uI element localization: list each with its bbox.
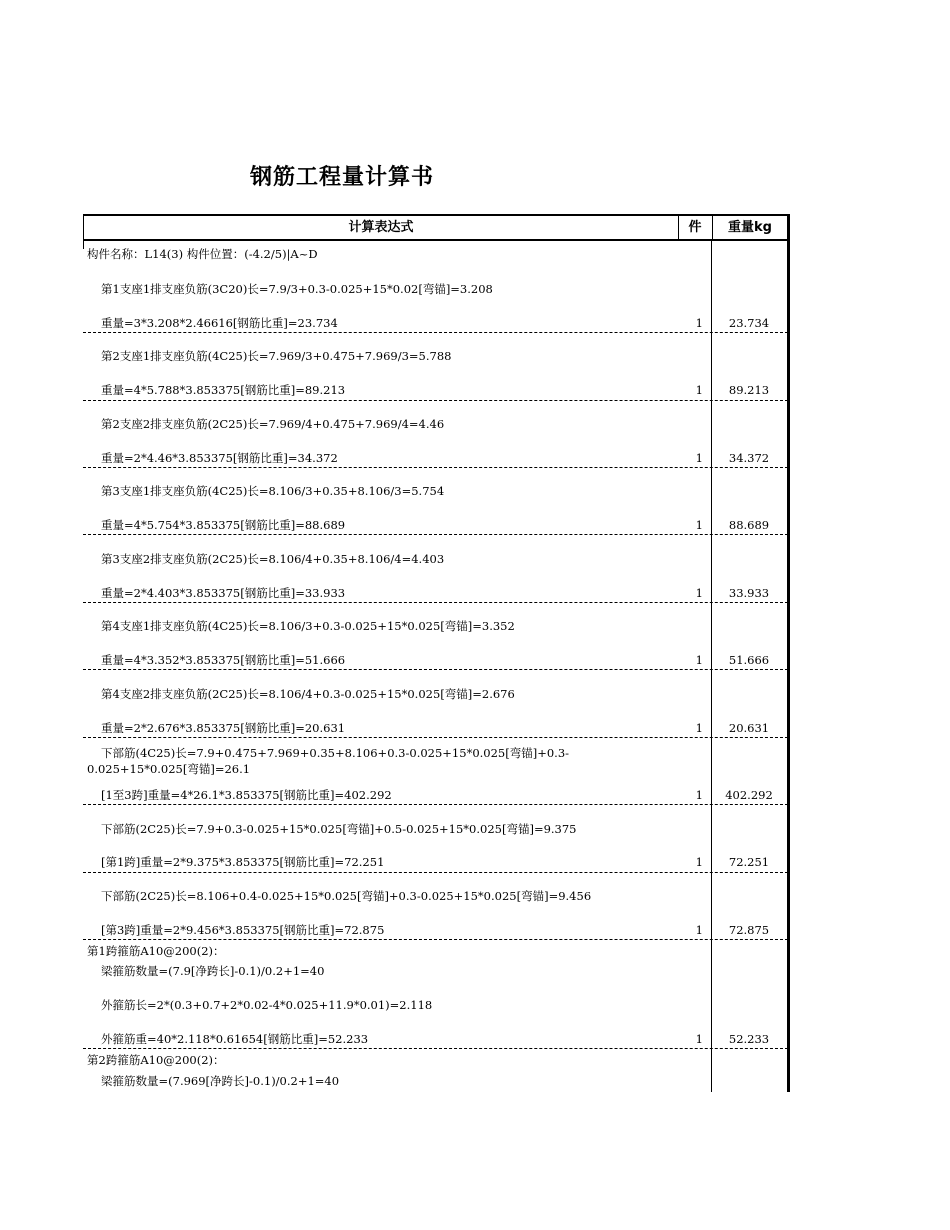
row-divider	[83, 872, 788, 873]
weight-cell: 23.734	[728, 316, 770, 330]
header-expression: 计算表达式	[84, 216, 679, 239]
expression-line: [第1跨]重量=2*9.375*3.853375[钢筋比重]=72.251	[101, 855, 385, 869]
expression-line: 第2跨箍筋A10@200(2)：	[87, 1053, 225, 1067]
weight-cell: 52.233	[728, 1032, 770, 1046]
expression-line: 第2支座2排支座负筋(2C25)长=7.969/4+0.475+7.969/4=4.46	[101, 417, 445, 431]
pieces-cell: 1	[695, 518, 703, 532]
weight-cell: 72.875	[728, 923, 770, 937]
expression-line: 第3支座1排支座负筋(4C25)长=8.106/3+0.35+8.106/3=5.754	[101, 484, 445, 498]
weight-cell: 72.251	[728, 855, 770, 869]
row-divider	[83, 939, 788, 940]
expression-line: 下部筋(2C25)长=7.9+0.3-0.025+15*0.025[弯锚]+0.5-0.025+15*0.025[弯锚]=9.375	[101, 822, 577, 836]
row-divider	[83, 669, 788, 670]
row-divider	[83, 804, 788, 805]
pieces-cell: 1	[695, 586, 703, 600]
weight-cell: 20.631	[728, 721, 770, 735]
expression-line: 第4支座1排支座负筋(4C25)长=8.106/3+0.3-0.025+15*0.025[弯锚]=3.352	[101, 619, 515, 633]
weight-cell: 88.689	[728, 518, 770, 532]
table-right-border	[787, 241, 790, 1092]
pieces-cell: 1	[695, 1032, 703, 1046]
calculation-table	[83, 214, 790, 1092]
expression-line: 第4支座2排支座负筋(2C25)长=8.106/4+0.3-0.025+15*0.025[弯锚]=2.676	[101, 687, 515, 701]
expression-line: 第1跨箍筋A10@200(2)：	[87, 944, 225, 958]
weight-cell: 34.372	[728, 451, 770, 465]
expression-line: 重量=4*5.788*3.853375[钢筋比重]=89.213	[101, 383, 346, 397]
document-title: 钢筋工程量计算书	[250, 165, 435, 190]
row-divider	[83, 534, 788, 535]
pieces-cell: 1	[695, 721, 703, 735]
header-pieces: 件	[678, 216, 713, 239]
pieces-cell: 1	[695, 383, 703, 397]
pieces-cell: 1	[695, 855, 703, 869]
expression-line: 下部筋(2C25)长=8.106+0.4-0.025+15*0.025[弯锚]+0.3-0.025+15*0.025[弯锚]=9.456	[101, 889, 592, 903]
row-divider	[83, 602, 788, 603]
expression-line: 重量=2*2.676*3.853375[钢筋比重]=20.631	[101, 721, 346, 735]
row-divider	[83, 467, 788, 468]
expression-line: 重量=2*4.403*3.853375[钢筋比重]=33.933	[101, 586, 346, 600]
row-divider	[83, 400, 788, 401]
expression-line: 重量=4*5.754*3.853375[钢筋比重]=88.689	[101, 518, 346, 532]
weight-cell: 51.666	[728, 653, 770, 667]
expression-line: 外箍筋重=40*2.118*0.61654[钢筋比重]=52.233	[101, 1032, 369, 1046]
pieces-cell: 1	[695, 316, 703, 330]
expression-line: 梁箍筋数量=(7.9[净跨长]-0.1)/0.2+1=40	[101, 964, 325, 978]
pieces-cell: 1	[695, 451, 703, 465]
pieces-cell: 1	[695, 788, 703, 802]
expression-line: 重量=2*4.46*3.853375[钢筋比重]=34.372	[101, 451, 338, 465]
expression-line: [第3跨]重量=2*9.456*3.853375[钢筋比重]=72.875	[101, 923, 385, 937]
row-divider	[83, 332, 788, 333]
weight-cell: 402.292	[725, 788, 773, 802]
pieces-cell: 1	[695, 653, 703, 667]
expression-line: 第1支座1排支座负筋(3C20)长=7.9/3+0.3-0.025+15*0.02[弯锚]=3.208	[101, 282, 493, 296]
table-header	[83, 214, 790, 241]
expression-line: 外箍筋长=2*(0.3+0.7+2*0.02-4*0.025+11.9*0.01)=2.118	[101, 998, 433, 1012]
pieces-cell: 1	[695, 923, 703, 937]
component-info: 构件名称：L14(3) 构件位置：(-4.2/5)|A~D	[87, 247, 318, 261]
expression-line: [1至3跨]重量=4*26.1*3.853375[钢筋比重]=402.292	[101, 788, 392, 802]
row-divider	[83, 1048, 788, 1049]
expression-line: 重量=4*3.352*3.853375[钢筋比重]=51.666	[101, 653, 346, 667]
expression-line: 第3支座2排支座负筋(2C25)长=8.106/4+0.35+8.106/4=4.403	[101, 552, 445, 566]
expression-line: 梁箍筋数量=(7.969[净跨长]-0.1)/0.2+1=40	[101, 1074, 340, 1088]
column-divider	[711, 241, 712, 1092]
weight-cell: 33.933	[728, 586, 770, 600]
header-weight: 重量kg	[728, 220, 772, 235]
weight-cell: 89.213	[728, 383, 770, 397]
expression-line: 0.025+15*0.025[弯锚]=26.1	[87, 762, 251, 776]
table-left-border	[83, 241, 84, 249]
expression-line: 下部筋(4C25)长=7.9+0.475+7.969+0.35+8.106+0.3-0.025+15*0.025[弯锚]+0.3-	[101, 746, 570, 760]
expression-line: 重量=3*3.208*2.46616[钢筋比重]=23.734	[101, 316, 338, 330]
expression-line: 第2支座1排支座负筋(4C25)长=7.969/3+0.475+7.969/3=5.788	[101, 349, 452, 363]
row-divider	[83, 737, 788, 738]
